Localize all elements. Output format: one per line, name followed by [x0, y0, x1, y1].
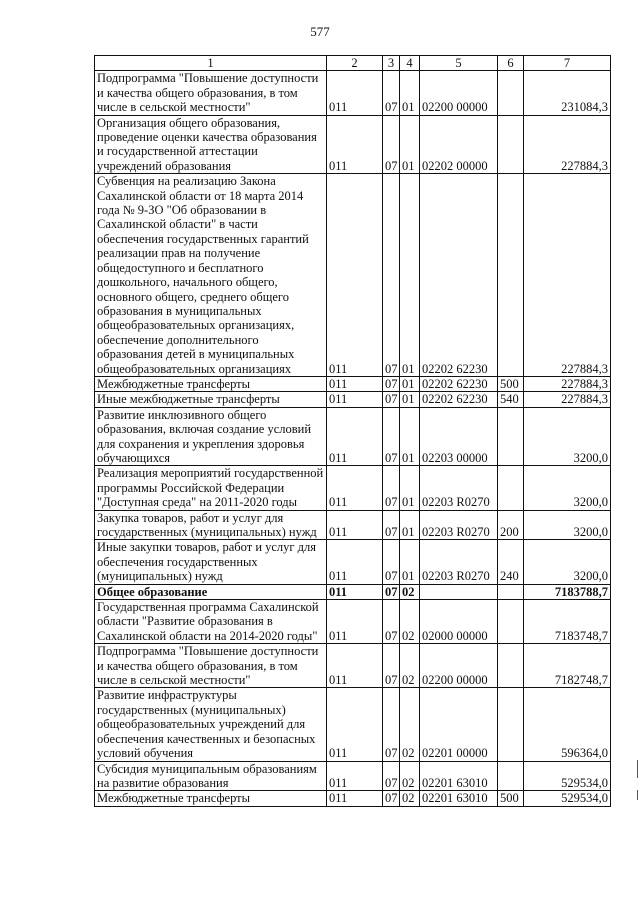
row-expense-type: [498, 761, 524, 791]
row-subsection: 01: [400, 174, 420, 377]
row-target-article: 02201 00000: [420, 688, 498, 761]
row-section: 07: [383, 791, 400, 806]
row-target-article: 02202 62230: [420, 376, 498, 391]
row-admin-code: 011: [327, 584, 383, 599]
table-row: [95, 540, 611, 584]
row-admin-code: 011: [327, 644, 383, 688]
row-amount: 7183788,7: [524, 584, 611, 599]
row-section: 07: [383, 600, 400, 644]
table-row: [95, 174, 611, 377]
header-col-3: 3: [383, 56, 400, 71]
row-amount: 529534,0: [524, 761, 611, 791]
row-section: 07: [383, 71, 400, 115]
row-section: 07: [383, 584, 400, 599]
row-expense-type: [498, 71, 524, 115]
row-subsection: 02: [400, 791, 420, 806]
row-subsection: 02: [400, 761, 420, 791]
table-row: [95, 392, 611, 407]
row-amount: 227884,3: [524, 115, 611, 174]
row-section: 07: [383, 466, 400, 510]
row-admin-code: 011: [327, 71, 383, 115]
table-row: [95, 407, 611, 466]
table-row: [95, 761, 611, 791]
row-subsection: 01: [400, 71, 420, 115]
row-name: Межбюджетные трансферты: [95, 791, 327, 806]
row-expense-type: [498, 644, 524, 688]
header-col-2: 2: [327, 56, 383, 71]
row-section: 07: [383, 407, 400, 466]
header-col-5: 5: [420, 56, 498, 71]
table-row: [95, 644, 611, 688]
row-expense-type: [498, 407, 524, 466]
row-subsection: 02: [400, 600, 420, 644]
row-admin-code: 011: [327, 376, 383, 391]
row-amount: 3200,0: [524, 407, 611, 466]
row-section: 07: [383, 376, 400, 391]
row-subsection: 01: [400, 392, 420, 407]
table-row: [95, 600, 611, 644]
header-col-1: 1: [95, 56, 327, 71]
row-amount: 227884,3: [524, 392, 611, 407]
row-name: Подпрограмма "Повышение доступности и качества общего образования, в том числе в сельской местности": [95, 644, 327, 688]
scan-edge-mark: [637, 790, 638, 800]
row-name: Реализация мероприятий государственной программы Российской Федерации "Доступная среда" на 2011-2020 годы: [95, 466, 327, 510]
row-subsection: 01: [400, 466, 420, 510]
row-name: Развитие инклюзивного общего образования, включая создание условий для сохранения и укрепления здоровья обучающихся: [95, 407, 327, 466]
row-target-article: 02200 00000: [420, 71, 498, 115]
row-admin-code: 011: [327, 407, 383, 466]
row-target-article: 02202 00000: [420, 115, 498, 174]
table-row: [95, 688, 611, 761]
row-admin-code: 011: [327, 174, 383, 377]
row-name: Иные межбюджетные трансферты: [95, 392, 327, 407]
row-section: 07: [383, 115, 400, 174]
row-target-article: 02202 62230: [420, 174, 498, 377]
row-expense-type: 500: [498, 791, 524, 806]
row-expense-type: [498, 600, 524, 644]
row-expense-type: [498, 174, 524, 377]
row-subsection: 01: [400, 407, 420, 466]
row-target-article: [420, 584, 498, 599]
row-name: Общее образование: [95, 584, 327, 599]
row-section: 07: [383, 174, 400, 377]
row-subsection: 01: [400, 540, 420, 584]
row-target-article: 02201 63010: [420, 791, 498, 806]
row-expense-type: [498, 688, 524, 761]
row-section: 07: [383, 510, 400, 540]
table-row: [95, 584, 611, 599]
row-amount: 529534,0: [524, 791, 611, 806]
row-target-article: 02203 R0270: [420, 466, 498, 510]
row-subsection: 02: [400, 688, 420, 761]
header-col-4: 4: [400, 56, 420, 71]
scan-edge-mark: [637, 760, 638, 778]
row-name: Межбюджетные трансферты: [95, 376, 327, 391]
row-expense-type: 200: [498, 510, 524, 540]
row-amount: 3200,0: [524, 466, 611, 510]
row-amount: 7182748,7: [524, 644, 611, 688]
header-col-7: 7: [524, 56, 611, 71]
row-target-article: 02203 R0270: [420, 510, 498, 540]
row-target-article: 02203 R0270: [420, 540, 498, 584]
row-section: 07: [383, 392, 400, 407]
row-subsection: 02: [400, 584, 420, 599]
row-admin-code: 011: [327, 761, 383, 791]
table-row: [95, 115, 611, 174]
row-subsection: 01: [400, 376, 420, 391]
row-amount: 3200,0: [524, 540, 611, 584]
row-name: Государственная программа Сахалинской области "Развитие образования в Сахалинской области на 2014-2020 годы": [95, 600, 327, 644]
row-amount: 3200,0: [524, 510, 611, 540]
row-admin-code: 011: [327, 688, 383, 761]
row-subsection: 01: [400, 115, 420, 174]
table-row: [95, 466, 611, 510]
row-amount: 227884,3: [524, 376, 611, 391]
row-admin-code: 011: [327, 540, 383, 584]
header-row: [95, 56, 611, 71]
table-row: [95, 510, 611, 540]
row-admin-code: 011: [327, 791, 383, 806]
row-admin-code: 011: [327, 600, 383, 644]
row-amount: 596364,0: [524, 688, 611, 761]
table-row: [95, 791, 611, 806]
row-amount: 231084,3: [524, 71, 611, 115]
row-name: Развитие инфраструктуры государственных (муниципальных) общеобразовательных учреждений для обеспечения качественных и безопасных условий обучения: [95, 688, 327, 761]
table-row: [95, 376, 611, 391]
row-expense-type: [498, 466, 524, 510]
row-name: Субсидия муниципальным образованиям на развитие образования: [95, 761, 327, 791]
row-name: Закупка товаров, работ и услуг для государственных (муниципальных) нужд: [95, 510, 327, 540]
row-section: 07: [383, 761, 400, 791]
page-number: 577: [310, 24, 330, 39]
row-target-article: 02000 00000: [420, 600, 498, 644]
row-subsection: 02: [400, 644, 420, 688]
row-section: 07: [383, 540, 400, 584]
row-name: Подпрограмма "Повышение доступности и качества общего образования, в том числе в сельской местности": [95, 71, 327, 115]
row-target-article: 02203 00000: [420, 407, 498, 466]
row-amount: 7183748,7: [524, 600, 611, 644]
row-subsection: 01: [400, 510, 420, 540]
row-amount: 227884,3: [524, 174, 611, 377]
row-name: Субвенция на реализацию Закона Сахалинской области от 18 марта 2014 года № 9-ЗО "Об образовании в Сахалинской области" в части обеспечения государственных гарантий реализации прав на получение общедоступного и бесплатного дошкольного, начального общего, основного общего, среднего общего образования в муниципальных общеобразовательных организациях, обеспечение дополнительного образования детей в муниципальных общеобразовательных организациях: [95, 174, 327, 377]
row-section: 07: [383, 688, 400, 761]
row-name: Иные закупки товаров, работ и услуг для обеспечения государственных (муниципальных) нужд: [95, 540, 327, 584]
budget-table: [94, 55, 611, 807]
row-name: Организация общего образования, проведение оценки качества образования и государственной аттестации учреждений образования: [95, 115, 327, 174]
row-expense-type: 500: [498, 376, 524, 391]
row-section: 07: [383, 644, 400, 688]
table-row: [95, 71, 611, 115]
header-col-6: 6: [498, 56, 524, 71]
row-admin-code: 011: [327, 466, 383, 510]
row-target-article: 02202 62230: [420, 392, 498, 407]
row-expense-type: [498, 115, 524, 174]
row-admin-code: 011: [327, 392, 383, 407]
row-target-article: 02200 00000: [420, 644, 498, 688]
row-expense-type: [498, 584, 524, 599]
row-expense-type: 540: [498, 392, 524, 407]
row-admin-code: 011: [327, 115, 383, 174]
row-target-article: 02201 63010: [420, 761, 498, 791]
row-expense-type: 240: [498, 540, 524, 584]
row-admin-code: 011: [327, 510, 383, 540]
